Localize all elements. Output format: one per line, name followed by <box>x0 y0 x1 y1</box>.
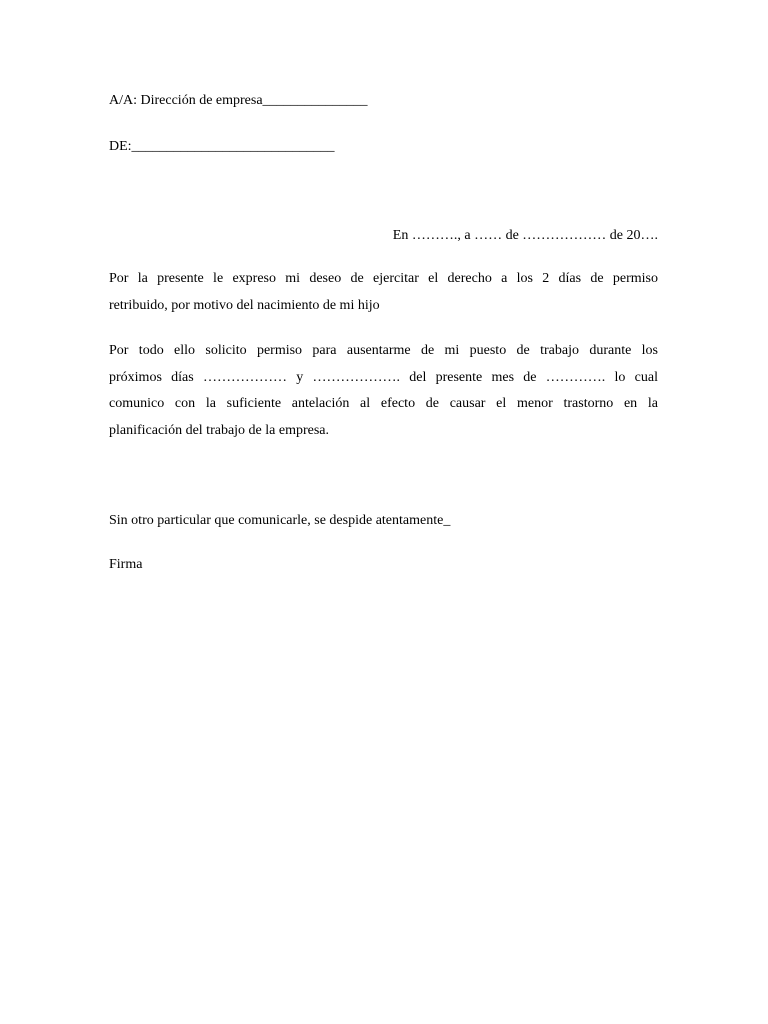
paragraph-line: Por la presente le expreso mi deseo de ejercitar el derecho a los 2 días de permiso <box>109 271 658 286</box>
paragraph-line: Por todo ello solicito permiso para ausentarme de mi puesto de trabajo durante los <box>109 343 658 358</box>
paragraph-line: retribuido, por motivo del nacimiento de mi hijo <box>109 297 380 313</box>
paragraph-line: planificación del trabajo de la empresa. <box>109 422 330 438</box>
paragraph-line: comunico con la suficiente antelación al efecto de causar el menor trastorno en la <box>109 396 658 411</box>
recipient-line: A/A: Dirección de empresa_______________ <box>109 93 368 108</box>
closing-line: Sin otro particular que comunicarle, se despide atentamente_ <box>109 513 451 528</box>
sender-line: DE:_____________________________ <box>109 139 335 154</box>
paragraph-absence-dates <box>109 338 658 444</box>
signature-label: Firma <box>109 557 143 572</box>
paragraph-line: próximos días ……………… y ………………. del presente mes de …………. lo cual <box>109 369 658 385</box>
paragraph-permission-request <box>109 266 658 319</box>
date-line: En ………., a …… de ……………… de 20…. <box>392 228 658 243</box>
